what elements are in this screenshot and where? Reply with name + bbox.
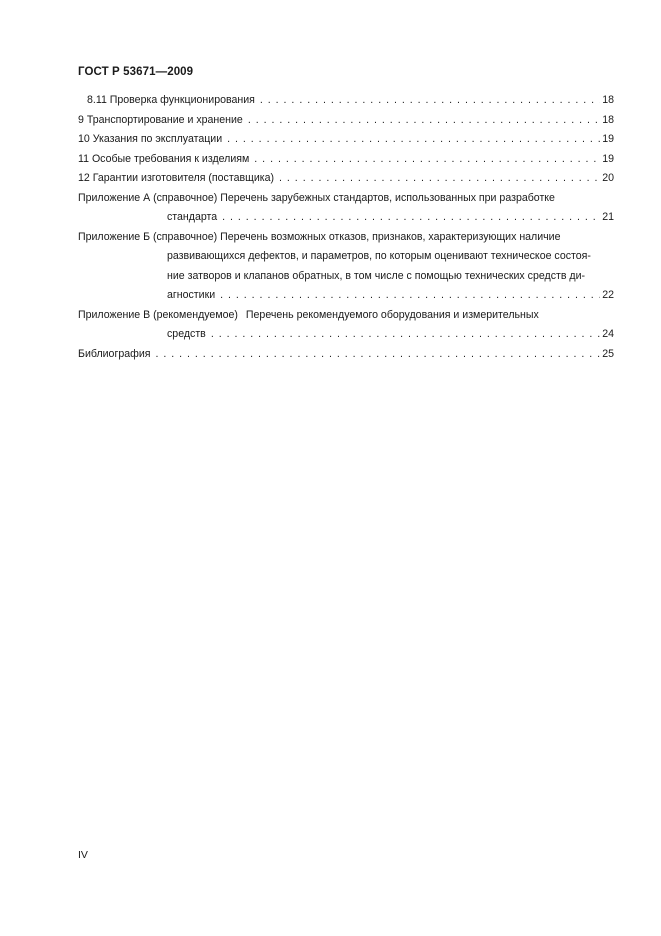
appendix-title-line: агностики xyxy=(167,289,216,301)
toc-entry-page: 18 xyxy=(602,94,614,106)
leader-dots xyxy=(251,150,600,170)
toc-entry[interactable] xyxy=(78,111,614,131)
toc-entry-page: 19 xyxy=(602,133,614,145)
toc-appendix-v[interactable] xyxy=(78,306,614,345)
appendix-title-line: развивающихся дефектов, и параметров, по которым оценивают техническое состоя- xyxy=(167,250,591,262)
appendix-key: Приложение А (справочное) xyxy=(78,191,218,204)
appendix-last-line xyxy=(78,286,614,306)
appendix-key: Приложение Б (справочное) xyxy=(78,230,218,243)
toc-entry-page: 24 xyxy=(602,328,614,340)
appendix-first-line xyxy=(78,189,614,209)
appendix-key: Приложение В (рекомендуемое) xyxy=(78,308,238,321)
toc-entry[interactable] xyxy=(78,91,614,111)
appendix-title-line: средств xyxy=(167,328,206,340)
table-of-contents xyxy=(78,91,614,364)
appendix-first-line xyxy=(78,306,614,326)
leader-dots xyxy=(219,208,600,228)
leader-dots xyxy=(245,111,600,131)
toc-entry-page: 19 xyxy=(602,152,614,165)
toc-entry-page: 21 xyxy=(602,211,614,223)
toc-entry-label: 11 Особые требования к изделиям xyxy=(78,152,250,165)
toc-entry-page: 18 xyxy=(602,113,614,126)
appendix-title-line: ние затворов и клапанов обратных, в том числе с помощью технических средств ди- xyxy=(167,269,586,282)
toc-appendix-b[interactable] xyxy=(78,228,614,306)
toc-entry-label: 8.11 Проверка функционирования xyxy=(87,94,255,106)
toc-entry-label: Библиография xyxy=(78,347,151,360)
toc-entry-label: 12 Гарантии изготовителя (поставщика) xyxy=(78,172,275,184)
appendix-title-line: Перечень рекомендуемого оборудования и измерительных xyxy=(245,308,539,321)
toc-entry-page: 20 xyxy=(602,172,614,184)
leader-dots xyxy=(276,169,600,189)
leader-dots xyxy=(152,345,600,365)
leader-dots xyxy=(257,91,600,111)
toc-entry[interactable] xyxy=(78,169,614,189)
toc-bibliography[interactable] xyxy=(78,345,614,365)
toc-entry[interactable] xyxy=(78,130,614,150)
leader-dots xyxy=(224,130,600,150)
toc-entry-page: 25 xyxy=(602,347,614,360)
document-header: ГОСТ Р 53671—2009 xyxy=(78,66,194,78)
appendix-title-line: Перечень зарубежных стандартов, использованных при разработке xyxy=(220,191,555,204)
leader-dots xyxy=(208,325,600,345)
appendix-first-line xyxy=(78,228,614,248)
toc-entry-page: 22 xyxy=(602,289,614,301)
appendix-last-line xyxy=(78,208,614,228)
toc-entry-label: 10 Указания по эксплуатации xyxy=(78,133,223,145)
appendix-title-line: стандарта xyxy=(167,211,218,223)
page-number: IV xyxy=(78,849,88,861)
appendix-last-line xyxy=(78,325,614,345)
toc-appendix-a[interactable] xyxy=(78,189,614,228)
appendix-title-line: Перечень возможных отказов, признаков, характеризующих наличие xyxy=(220,230,561,243)
toc-entry[interactable] xyxy=(78,150,614,170)
leader-dots xyxy=(217,286,600,306)
toc-entry-label: 9 Транспортирование и хранение xyxy=(78,113,243,126)
